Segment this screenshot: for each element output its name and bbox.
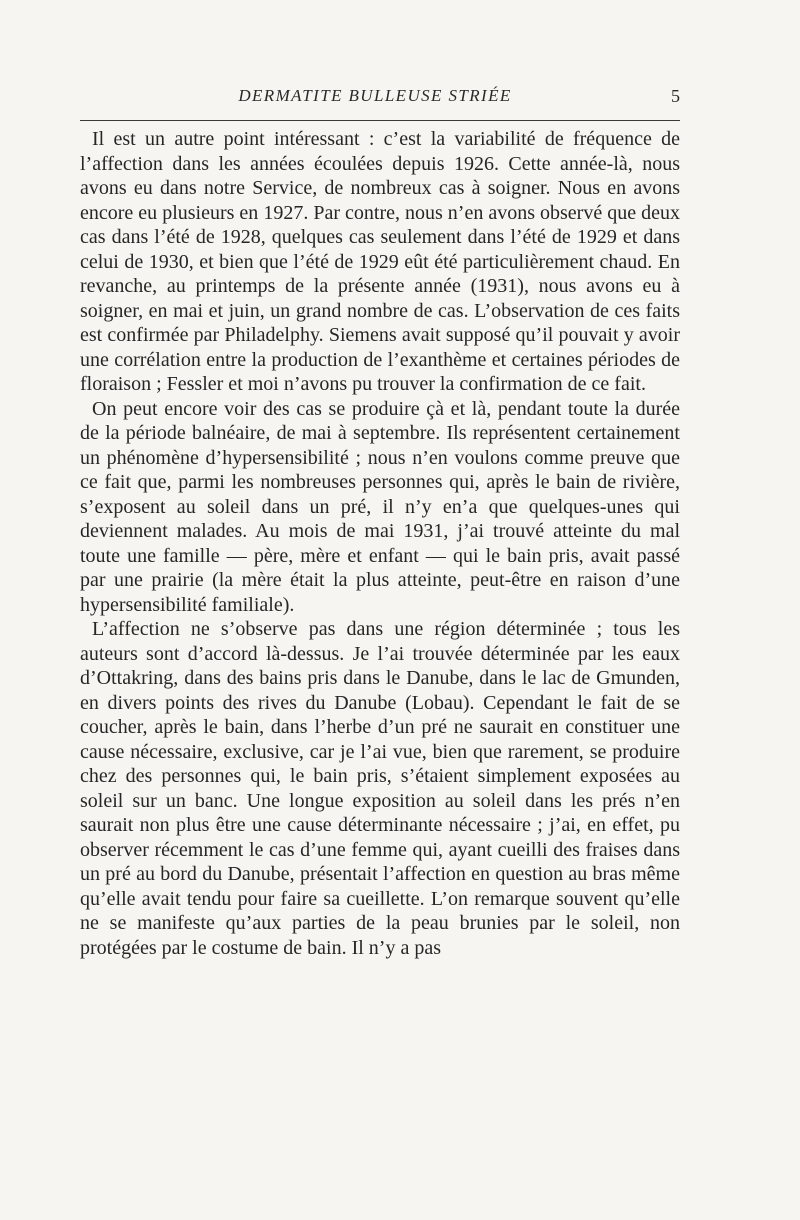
paragraph-3: L’affection ne s’observe pas dans une région déterminée ; tous les auteurs sont d’accord là-dessus. Je l’ai trouvée déterminée par les eaux d’Ottakring, dans des bains pris dans le Danube, dans le lac de Gmunden, en divers points des rives du Danube (Lobau). Cependant le fait de se coucher, après le bain, dans l’herbe d’un pré ne saurait en constituer une cause nécessaire, exclusive, car je l’ai vue, bien que rarement, se produire chez des personnes qui, le bain pris, s’étaient simplement exposées au soleil sur un banc. Une longue exposition au soleil dans les prés n’en saurait non plus être une cause déterminante nécessaire ; j’ai, en effet, pu observer récemment le cas d’une femme qui, ayant cueilli des fraises dans un pré au bord du Danube, présentait l’affection en question au bras même qu’elle avait tendu pour faire sa cueillette. L’on remarque souvent qu’elle ne se manifeste qu’aux parties de la peau brunies par le soleil, non protégées par le costume de bain. Il n’y a pas (80, 618, 680, 959)
running-title: DERMATITE BULLEUSE STRIÉE (238, 86, 512, 105)
page-header (80, 86, 680, 112)
paragraph-1: Il est un autre point intéressant : c’est la variabilité de fréquence de l’affection dans les années écoulées depuis 1926. Cette année-là, nous avons eu dans notre Service, de nombreux cas à soigner. Nous en avons encore eu plusieurs en 1927. Par contre, nous n’en avons observé que deux cas dans l’été de 1928, quelques cas seulement dans l’été de 1929 et dans celui de 1930, et bien que l’été de 1929 eût été particulièrement chaud. En revanche, au printemps de la présente année (1931), nous avons eu à soigner, en mai et juin, un grand nombre de cas. L’observation de ces faits est confirmée par Philadelphy. Siemens avait supposé qu’il pouvait y avoir une corrélation entre la production de l’exanthème et certaines périodes de floraison ; Fessler et moi n’avons pu trouver la confirmation de ce fait. (80, 128, 680, 395)
paragraph-2: On peut encore voir des cas se produire çà et là, pendant toute la durée de la période balnéaire, de mai à septembre. Ils représentent certainement un phénomène d’hypersensibilité ; nous n’en voulons comme preuve que ce fait que, parmi les nombreuses personnes qui, après le bain de rivière, s’exposent au soleil dans un pré, il n’y en’a que quelques-unes qui deviennent malades. Au mois de mai 1931, j’ai trouvé atteinte du mal toute une famille — père, mère et enfant — qui le bain pris, avait passé par une prairie (la mère était la plus atteinte, peut-être en raison d’une hypersensibilité familiale). (80, 397, 680, 616)
page-number: 5 (671, 86, 680, 106)
body-text (80, 127, 680, 960)
header-rule (80, 120, 680, 121)
